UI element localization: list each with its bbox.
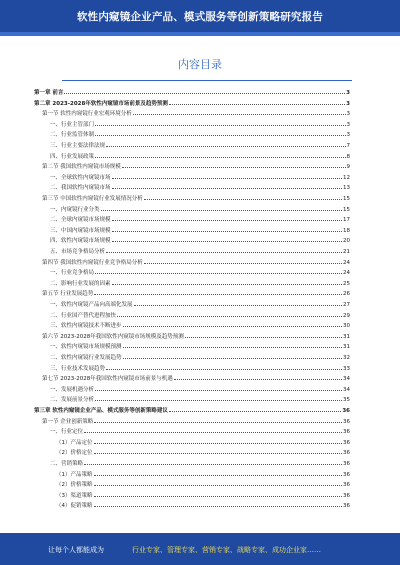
toc-entry-title: 第三章 软性内窥镜企业产品、模式服务等创新策略建议 bbox=[34, 408, 168, 414]
toc-page-number: 12 bbox=[343, 174, 350, 181]
toc-entry[interactable] bbox=[50, 139, 350, 149]
toc-page-number: 3 bbox=[346, 121, 350, 128]
toc-entry-title: 一、行业定位 bbox=[50, 429, 84, 436]
toc-page-number: 3 bbox=[346, 132, 350, 139]
toc-entry-title: （4）促销策略 bbox=[56, 503, 93, 510]
toc-leader-dots bbox=[185, 337, 342, 338]
toc-entry[interactable] bbox=[42, 256, 350, 266]
toc-entry-title: 第三节 中国软性内窥镜行业发展情况分析 bbox=[42, 196, 143, 202]
toc-entry-title: 三、行业主要法律法规 bbox=[50, 143, 106, 149]
toc-page-number: 3 bbox=[346, 111, 350, 118]
toc-entry[interactable] bbox=[50, 351, 350, 361]
toc-leader-dots bbox=[144, 263, 342, 264]
toc-page-number: 26 bbox=[343, 291, 350, 298]
toc-leader-dots bbox=[144, 199, 342, 200]
toc-entry-title: 第四节 我国软性内窥镜行业竞争格局分析 bbox=[42, 259, 143, 266]
toc-title-divider bbox=[62, 80, 352, 81]
report-title: 软性内窥镜企业产品、模式服务等创新策略研究报告 bbox=[76, 11, 324, 23]
toc-entry[interactable] bbox=[50, 128, 350, 138]
toc-entry[interactable] bbox=[42, 287, 350, 297]
toc-entry-title: 三、软性内窥镜技术不断进步 bbox=[50, 323, 122, 330]
toc-page-number: 3 bbox=[346, 90, 350, 96]
toc-entry[interactable] bbox=[50, 171, 350, 181]
toc-leader-dots bbox=[112, 220, 342, 221]
toc-entry-title: 一、行业主管部门 bbox=[50, 121, 95, 128]
toc-page-number: 36 bbox=[343, 461, 350, 467]
toc-entry-title: 二、行业监管体制 bbox=[50, 132, 95, 139]
toc-leader-dots bbox=[174, 379, 342, 380]
toc-entry[interactable] bbox=[50, 203, 350, 213]
toc-leader-dots bbox=[117, 316, 342, 317]
toc-entry[interactable] bbox=[50, 245, 350, 255]
toc-entry[interactable] bbox=[42, 330, 350, 340]
toc-leader-dots bbox=[123, 326, 342, 327]
toc-page-number: 36 bbox=[343, 503, 350, 510]
toc-entry[interactable] bbox=[42, 372, 350, 382]
footer-bar bbox=[0, 533, 400, 565]
toc-entry[interactable] bbox=[34, 404, 350, 414]
toc-entry-title: 第二节 我国软性内窥镜市场规模 bbox=[42, 164, 121, 171]
toc-leader-dots bbox=[112, 284, 342, 285]
toc-page-number: 36 bbox=[343, 439, 350, 446]
toc-entry[interactable] bbox=[42, 192, 350, 202]
toc-entry[interactable] bbox=[42, 107, 350, 117]
toc-entry[interactable] bbox=[56, 446, 350, 456]
header-bar bbox=[0, 0, 400, 32]
toc-page-number: 31 bbox=[343, 344, 350, 351]
toc-page-number: 15 bbox=[343, 196, 350, 202]
toc-leader-dots bbox=[133, 114, 346, 115]
toc-leader-dots bbox=[94, 485, 343, 486]
toc-leader-dots bbox=[106, 252, 342, 253]
toc-entry[interactable] bbox=[42, 415, 350, 425]
toc-entry[interactable] bbox=[50, 340, 350, 350]
toc-entry-title: 五、市场竞争格局分析 bbox=[50, 249, 106, 255]
toc-leader-dots bbox=[106, 369, 342, 370]
toc-page-number: 21 bbox=[343, 249, 350, 255]
toc-entry-title: 一、软性内窥镜产品向高端化发展 bbox=[50, 302, 133, 308]
toc-entry[interactable] bbox=[42, 160, 350, 170]
toc-leader-dots bbox=[123, 347, 342, 348]
toc-entry-title: 一、内窥镜行业分类 bbox=[50, 206, 100, 213]
toc-entry[interactable] bbox=[56, 468, 350, 478]
toc-leader-dots bbox=[94, 294, 342, 295]
toc-entry-title: 第一章 前言 bbox=[34, 90, 64, 96]
toc-entry[interactable] bbox=[50, 150, 350, 160]
toc-entry-title: 一、发展机遇分析 bbox=[50, 386, 95, 393]
toc-leader-dots bbox=[169, 104, 345, 105]
toc-entry-title: 第六节 2023-2028年我国软性内窥镜市场规模及趋势预测 bbox=[42, 333, 184, 340]
toc-leader-dots bbox=[122, 167, 346, 168]
toc-entry[interactable] bbox=[50, 181, 350, 191]
toc-entry-title: （1）产品策略 bbox=[56, 471, 93, 478]
toc-page-number: 7 bbox=[346, 143, 350, 149]
toc-leader-dots bbox=[123, 358, 342, 359]
toc-page-number: 3 bbox=[346, 100, 350, 107]
toc-entry[interactable] bbox=[50, 362, 350, 372]
footer-slogan-left: 让每个人都能成为 bbox=[48, 546, 104, 554]
footer-slogan-right: 行业专家、管理专家、营销专家、战略专家、成功企业家…… bbox=[132, 546, 321, 554]
toc-entry-title: 三、行业技术发展趋势 bbox=[50, 365, 106, 372]
toc-entry[interactable] bbox=[34, 86, 350, 96]
toc-page-number: 36 bbox=[343, 450, 350, 457]
toc-leader-dots bbox=[106, 146, 345, 147]
toc-page-number: 18 bbox=[343, 227, 350, 234]
toc-entry-title: 一、全球软性内窥镜市场 bbox=[50, 174, 111, 181]
toc-leader-dots bbox=[95, 157, 345, 158]
toc-entry-title: 第二章 2023-2028年软性内窥镜市场前景及趋势预测 bbox=[34, 100, 168, 107]
toc-entry[interactable] bbox=[50, 319, 350, 329]
toc-leader-dots bbox=[112, 178, 342, 179]
toc-leader-dots bbox=[94, 453, 343, 454]
toc-page-number: 29 bbox=[343, 312, 350, 319]
toc-leader-dots bbox=[84, 432, 342, 433]
toc-entry[interactable] bbox=[56, 478, 350, 488]
toc-entry[interactable] bbox=[50, 393, 350, 403]
toc-entry-title: （2）价格策略 bbox=[56, 482, 93, 489]
toc-leader-dots bbox=[84, 464, 342, 465]
toc-leader-dots bbox=[94, 422, 342, 423]
toc-entry[interactable] bbox=[50, 118, 350, 128]
toc-leader-dots bbox=[112, 241, 342, 242]
toc-entry[interactable] bbox=[50, 213, 350, 223]
toc-entry-title: （3）渠道策略 bbox=[56, 492, 93, 499]
toc-entry[interactable] bbox=[50, 309, 350, 319]
toc-page-number: 34 bbox=[343, 376, 350, 383]
toc-leader-dots bbox=[101, 210, 342, 211]
toc-title: 内容目录 bbox=[178, 58, 222, 71]
toc-entry-title: 一、行业竞争格局 bbox=[50, 270, 95, 277]
toc-entry[interactable] bbox=[56, 499, 350, 509]
toc-entry[interactable] bbox=[50, 457, 350, 467]
toc-page-number: 34 bbox=[343, 386, 350, 393]
toc-leader-dots bbox=[64, 93, 345, 94]
toc-entry-title: 二、软性内窥镜行业发展趋势 bbox=[50, 355, 122, 361]
header-accent-stripe bbox=[0, 32, 400, 36]
toc-entry-title: （1）产品定位 bbox=[56, 439, 93, 446]
toc-leader-dots bbox=[95, 400, 342, 401]
toc-entry[interactable] bbox=[50, 234, 350, 244]
toc-entry[interactable] bbox=[50, 224, 350, 234]
toc-entry-title: 二、全球内窥镜市场规模 bbox=[50, 217, 111, 224]
toc-leader-dots bbox=[95, 390, 342, 391]
toc-page-number: 36 bbox=[343, 418, 350, 425]
toc-page-number: 25 bbox=[343, 280, 350, 287]
toc-page-number: 31 bbox=[343, 333, 350, 340]
toc-leader-dots bbox=[94, 506, 343, 507]
toc-page-number: 27 bbox=[343, 302, 350, 308]
toc-leader-dots bbox=[94, 475, 343, 476]
toc-page-number: 35 bbox=[343, 397, 350, 404]
toc-entry-title: 一、软性内窥镜市场规模预测 bbox=[50, 344, 122, 351]
toc-page-number: 24 bbox=[343, 259, 350, 266]
toc-leader-dots bbox=[95, 273, 342, 274]
toc-entry-title: 第五节 行业发展趋势 bbox=[42, 291, 94, 298]
toc-entry-title: 二、影响行业发展的因素 bbox=[50, 280, 111, 287]
toc-page-number: 36 bbox=[342, 408, 350, 414]
toc-entry-title: 四、软性内窥镜市场规模 bbox=[50, 238, 111, 245]
toc-page-number: 32 bbox=[343, 355, 350, 361]
toc-page-number: 36 bbox=[343, 471, 350, 478]
toc-entry[interactable] bbox=[50, 383, 350, 393]
toc-entry[interactable] bbox=[56, 436, 350, 446]
toc-leader-dots bbox=[112, 188, 342, 189]
toc-entry-title: 第一节 企业创新策略 bbox=[42, 418, 94, 425]
toc-entry[interactable] bbox=[34, 97, 350, 107]
toc-leader-dots bbox=[95, 125, 345, 126]
toc-leader-dots bbox=[112, 231, 342, 232]
toc-entry-title: 第七节 2023-2028年我国软性内窥镜市场前景与机遇 bbox=[42, 376, 173, 383]
toc-page-number: 36 bbox=[343, 482, 350, 489]
toc-leader-dots bbox=[134, 305, 342, 306]
toc-entry[interactable] bbox=[56, 489, 350, 499]
toc-entry-title: 第一节 软性内窥镜行业宏观环境分析 bbox=[42, 111, 132, 118]
toc-entry[interactable] bbox=[50, 277, 350, 287]
toc-entry[interactable] bbox=[50, 298, 350, 308]
toc-entry[interactable] bbox=[50, 266, 350, 276]
toc-entry-title: 二、行业国产替代进程加快 bbox=[50, 312, 117, 319]
toc-page-number: 33 bbox=[343, 365, 350, 372]
toc-page-number: 9 bbox=[346, 164, 350, 171]
toc-entry[interactable] bbox=[50, 425, 350, 435]
toc-leader-dots bbox=[94, 496, 343, 497]
toc-leader-dots bbox=[95, 135, 345, 136]
toc-leader-dots bbox=[169, 411, 341, 412]
toc-page-number: 13 bbox=[343, 185, 350, 192]
toc-page-number: 36 bbox=[343, 492, 350, 499]
toc-entry-title: 二、发展前景分析 bbox=[50, 397, 95, 404]
toc-page-number: 15 bbox=[343, 206, 350, 213]
toc-entry-title: （2）价格定位 bbox=[56, 450, 93, 457]
toc-entry-title: 二、我国软性内窥镜市场 bbox=[50, 185, 111, 192]
toc-entry-title: 二、营销策略 bbox=[50, 461, 84, 467]
toc-page-number: 30 bbox=[343, 323, 350, 330]
toc-page-number: 17 bbox=[343, 217, 350, 224]
toc-page-number: 20 bbox=[343, 238, 350, 245]
toc-page-number: 24 bbox=[343, 270, 350, 277]
toc-page-number: 8 bbox=[346, 153, 350, 160]
toc-leader-dots bbox=[94, 443, 343, 444]
toc-entry-title: 三、中国内窥镜市场规模 bbox=[50, 227, 111, 234]
toc-entry-title: 四、行业发展政策 bbox=[50, 153, 95, 160]
toc-page-number: 36 bbox=[343, 429, 350, 436]
